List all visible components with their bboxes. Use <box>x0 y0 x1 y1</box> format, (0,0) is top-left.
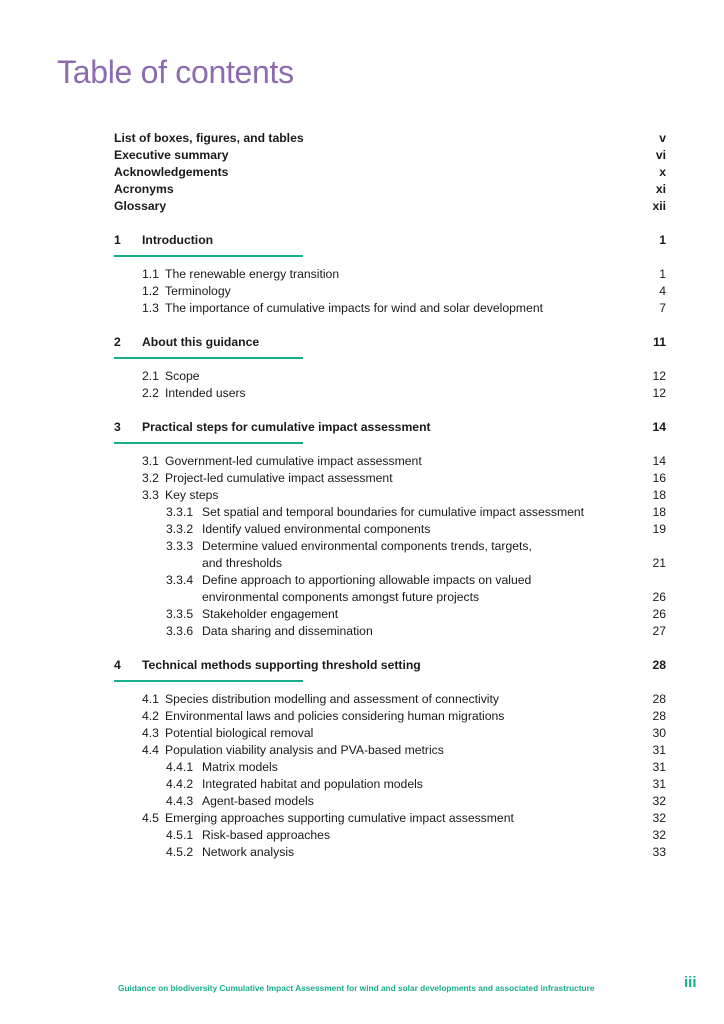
entry-page: 32 <box>652 828 666 842</box>
section-entry[interactable] <box>114 385 666 402</box>
section-number: 3.3 <box>142 488 159 502</box>
section-name: Data sharing and dissemination <box>202 624 373 638</box>
chapter-name: Introduction <box>142 233 214 247</box>
section-entry[interactable] <box>114 725 666 742</box>
section-number: 4.5.1 <box>166 828 194 842</box>
entry-page: 31 <box>652 777 666 791</box>
entry-page: 28 <box>652 658 666 672</box>
section-number: 4.2 <box>142 709 159 723</box>
table-of-contents <box>114 130 666 861</box>
section-number: 3.3.3 <box>166 539 194 553</box>
section-name: Identify valued environmental components <box>202 522 431 536</box>
entry-title: Glossary <box>114 199 167 213</box>
chapter-name: About this guidance <box>142 335 260 349</box>
entry-title <box>166 538 532 572</box>
section-name: Network analysis <box>202 845 295 859</box>
entry-title <box>166 521 430 538</box>
entry-page: 18 <box>652 505 666 519</box>
entry-title <box>166 759 278 776</box>
chapter-name: Technical methods supporting threshold setting <box>142 658 421 672</box>
chapter-number: 2 <box>114 335 121 349</box>
subsection-entry[interactable] <box>114 606 666 623</box>
chapter-title <box>114 232 213 249</box>
entry-title <box>166 793 314 810</box>
entry-title <box>166 844 294 861</box>
entry-page: 28 <box>652 709 666 723</box>
section-name: Set spatial and temporal boundaries for cumulative impact assessment <box>202 505 585 519</box>
subsection-entry[interactable] <box>114 623 666 640</box>
section-number: 4.3 <box>142 726 159 740</box>
entry-page: 1 <box>659 267 666 281</box>
subsection-entry[interactable] <box>114 521 666 538</box>
entry-page: 7 <box>659 301 666 315</box>
section-name: Government-led cumulative impact assessment <box>165 454 422 468</box>
section-number: 1.3 <box>142 301 159 315</box>
section-entry[interactable] <box>114 691 666 708</box>
toc-entry[interactable] <box>114 147 666 164</box>
entry-page: 19 <box>652 522 666 536</box>
section-number: 4.4.2 <box>166 777 194 791</box>
section-name: Scope <box>165 369 200 383</box>
section-number: 3.3.2 <box>166 522 194 536</box>
section-name: Key steps <box>165 488 219 502</box>
entry-title <box>142 708 504 725</box>
entry-title <box>142 742 444 759</box>
page-title: Table of contents <box>57 54 294 90</box>
entry-page: 14 <box>652 454 666 468</box>
chapter-heading[interactable] <box>114 419 666 436</box>
section-number: 3.3.4 <box>166 573 194 587</box>
entry-title <box>142 283 231 300</box>
entry-title <box>142 385 246 402</box>
entry-page: 30 <box>652 726 666 740</box>
entry-page: 27 <box>652 624 666 638</box>
entry-page: 11 <box>653 335 666 349</box>
subsection-entry[interactable] <box>114 572 666 606</box>
entry-title <box>142 453 422 470</box>
chapter-number: 3 <box>114 420 121 434</box>
entry-page: 33 <box>652 845 666 859</box>
chapter-sections <box>114 453 666 640</box>
section-name: Risk-based approaches <box>202 828 331 842</box>
entry-title <box>142 810 514 827</box>
entry-title: Acronyms <box>114 182 174 196</box>
chapter-title <box>114 419 431 436</box>
entry-page: x <box>659 165 666 179</box>
subsection-entry[interactable] <box>114 759 666 776</box>
subsection-entry[interactable] <box>114 793 666 810</box>
section-name: Environmental laws and policies considering human migrations <box>165 709 505 723</box>
entry-page: 28 <box>652 692 666 706</box>
section-entry[interactable] <box>114 708 666 725</box>
subsection-entry[interactable] <box>114 827 666 844</box>
entry-title <box>142 487 219 504</box>
chapter-number: 4 <box>114 658 121 672</box>
toc-entry[interactable] <box>114 164 666 181</box>
entry-page: v <box>659 131 666 145</box>
section-name: Agent-based models <box>202 794 314 808</box>
entry-page: 16 <box>652 471 666 485</box>
entry-page: 31 <box>652 743 666 757</box>
entry-title <box>142 266 339 283</box>
chapter-title <box>114 657 421 674</box>
section-name: Emerging approaches supporting cumulative impact assessment <box>165 811 514 825</box>
entry-page: 26 <box>652 607 666 621</box>
section-name: Matrix models <box>202 760 278 774</box>
subsection-entry[interactable] <box>114 538 666 572</box>
chapter-heading[interactable] <box>114 232 666 249</box>
subsection-entry[interactable] <box>114 776 666 793</box>
section-number: 4.5.2 <box>166 845 194 859</box>
entry-title <box>142 691 499 708</box>
section-number: 3.3.5 <box>166 607 194 621</box>
entry-title <box>166 606 338 623</box>
entry-page: vi <box>655 148 666 162</box>
subsection-entry[interactable] <box>114 844 666 861</box>
section-name: Integrated habitat and population models <box>202 777 423 791</box>
section-number: 4.4 <box>142 743 159 757</box>
section-name: The renewable energy transition <box>165 267 340 281</box>
entry-title <box>142 725 313 742</box>
entry-title: List of boxes, figures, and tables <box>114 131 304 145</box>
section-entry[interactable] <box>114 470 666 487</box>
section-number: 1.2 <box>142 284 159 298</box>
section-name: Project-led cumulative impact assessment <box>165 471 393 485</box>
chapter-sections <box>114 368 666 402</box>
entry-page: 4 <box>659 284 666 298</box>
section-name: Species distribution modelling and assessment of connectivity <box>165 692 499 706</box>
entry-page: 26 <box>652 590 666 604</box>
entry-title: Acknowledgements <box>114 165 229 179</box>
chapter-title <box>114 334 259 351</box>
page-number: iii <box>684 974 697 991</box>
entry-page: 1 <box>659 233 666 247</box>
section-number: 3.1 <box>142 454 159 468</box>
subsection-entry[interactable] <box>114 504 666 521</box>
section-name: The importance of cumulative impacts for wind and solar development <box>165 301 543 315</box>
entry-page: 32 <box>652 794 666 808</box>
section-entry[interactable] <box>114 487 666 504</box>
entry-page: xi <box>655 182 666 196</box>
entry-title: Executive summary <box>114 148 229 162</box>
chapter-number: 1 <box>114 233 121 247</box>
entry-title <box>166 827 330 844</box>
toc-entry[interactable] <box>114 198 666 215</box>
section-name: Stakeholder engagement <box>202 607 339 621</box>
entry-page: 21 <box>652 556 666 570</box>
section-number: 1.1 <box>142 267 159 281</box>
entry-title <box>166 776 423 793</box>
entry-title <box>166 623 373 640</box>
section-name: Potential biological removal <box>165 726 314 740</box>
section-name: Terminology <box>165 284 231 298</box>
entry-title <box>166 572 531 606</box>
section-number: 4.4.1 <box>166 760 194 774</box>
entry-page: 12 <box>652 369 666 383</box>
section-entry[interactable] <box>114 266 666 283</box>
entry-page: 32 <box>652 811 666 825</box>
entry-page: xii <box>652 199 666 213</box>
entry-title <box>142 300 543 317</box>
chapter-name: Practical steps for cumulative impact assessment <box>142 420 431 434</box>
section-name: Intended users <box>165 386 246 400</box>
section-number: 2.1 <box>142 369 159 383</box>
entry-page: 31 <box>652 760 666 774</box>
section-entry[interactable] <box>114 742 666 759</box>
section-number: 3.2 <box>142 471 159 485</box>
chapter-heading[interactable] <box>114 334 666 351</box>
section-number: 3.3.6 <box>166 624 194 638</box>
section-entry[interactable] <box>114 453 666 470</box>
section-number: 2.2 <box>142 386 159 400</box>
section-name: Define approach to apportioning allowable impacts on valued environmental components amongst future projects <box>202 573 532 604</box>
entry-page: 12 <box>652 386 666 400</box>
section-entry[interactable] <box>114 368 666 385</box>
section-name: Determine valued environmental components trends, targets, and thresholds <box>202 539 532 570</box>
chapter-heading[interactable] <box>114 657 666 674</box>
entry-title <box>142 368 200 385</box>
section-number: 4.4.3 <box>166 794 194 808</box>
section-entry[interactable] <box>114 300 666 317</box>
section-number: 3.3.1 <box>166 505 194 519</box>
section-name: Population viability analysis and PVA-based metrics <box>165 743 444 757</box>
toc-entry[interactable] <box>114 181 666 198</box>
section-number: 4.1 <box>142 692 159 706</box>
running-footer-title: Guidance on biodiversity Cumulative Impact Assessment for wind and solar developments and associated infrastructure <box>118 983 595 993</box>
chapter-sections <box>114 691 666 861</box>
entry-title <box>166 504 584 521</box>
section-number: 4.5 <box>142 811 159 825</box>
toc-entry[interactable] <box>114 130 666 147</box>
section-entry[interactable] <box>114 810 666 827</box>
chapter-sections <box>114 266 666 317</box>
entry-page: 14 <box>652 420 666 434</box>
entry-page: 18 <box>652 488 666 502</box>
entry-title <box>142 470 393 487</box>
section-entry[interactable] <box>114 283 666 300</box>
